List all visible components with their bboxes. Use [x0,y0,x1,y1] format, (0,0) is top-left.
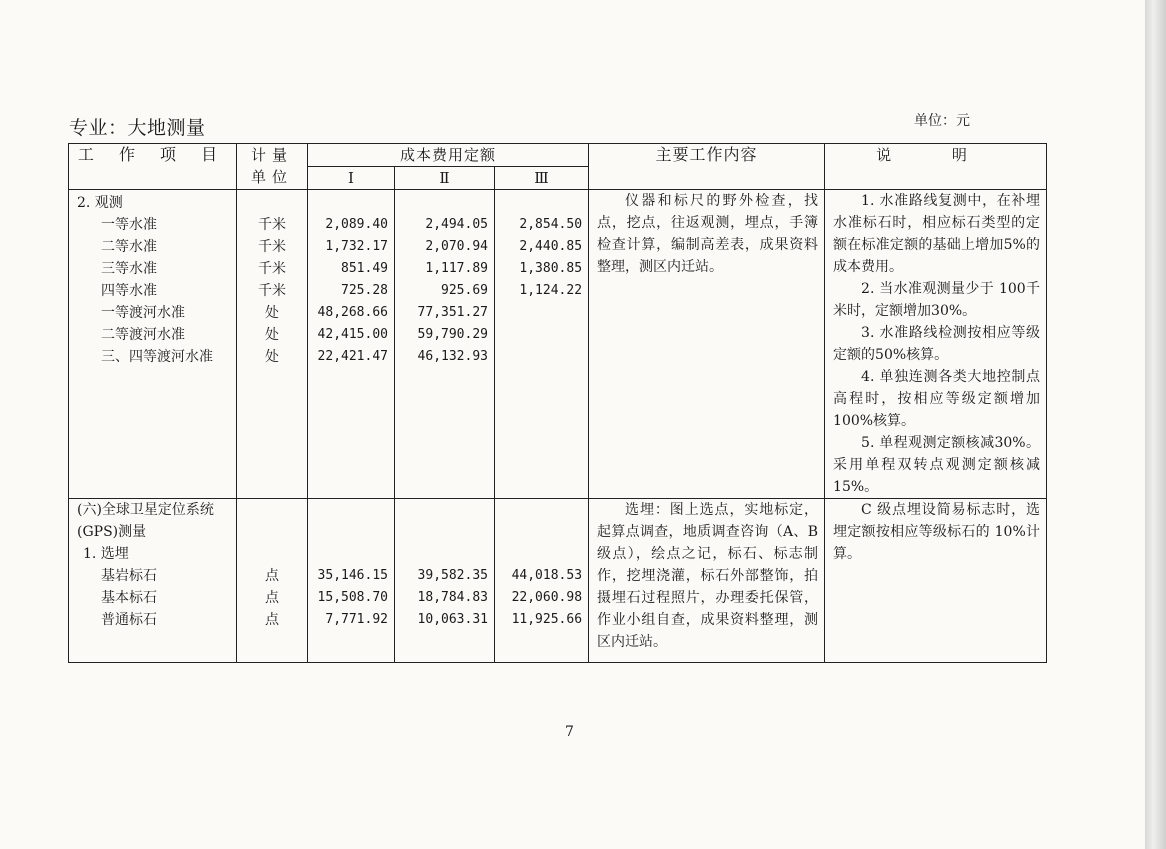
list-item: 三等水准 [101,261,157,277]
observation-grade-2 [395,190,495,499]
section-title: (GPS)测量 [77,524,147,540]
unit-value: 千米 [258,239,286,255]
cost-value: 2,089.40 [325,217,388,232]
list-item: 四等水准 [101,283,157,299]
unit-value: 千米 [258,283,286,299]
cost-value: 2,440.85 [519,239,583,254]
list-item: 基本标石 [101,590,157,606]
note-item: 4. 单独连测各类大地控制点高程时，按相应等级定额增加100%核算。 [833,369,1041,429]
observation-grade-1 [308,190,395,499]
gps-main-work: 选埋：图上选点，实地标定，起算点调查，地质调查咨询（A、B级点），绘点之记，标石、标志制作，挖埋浇灌，标石外部整饰，拍摄埋石过程照片，办理委托保管，作业小组自查，成果资料整理，测区内迁站。 [589,499,825,663]
unit-value: 处 [265,349,279,365]
header-cost-quota: 成本费用定额 [308,144,589,167]
note-item: 3. 水准路线检测按相应等级定额的50%核算。 [833,325,1041,363]
unit-value: 千米 [258,261,286,277]
header-unit: 计量 单位 [237,144,308,190]
section-gps-row [69,499,1047,663]
cost-value: 48,268.66 [317,305,388,320]
header-work-item: 工 作 项 目 [69,144,237,190]
section-observation-row [69,190,1047,499]
cost-value: 77,351.27 [417,305,488,320]
cost-value: 35,146.15 [317,568,388,583]
list-item: 三、四等渡河水准 [101,349,213,365]
observation-notes [825,190,1047,499]
cost-value: 11,925.66 [511,612,583,627]
header-grade-2: Ⅱ [395,167,495,190]
list-item: 二等渡河水准 [101,327,185,343]
cost-value: 15,508.70 [317,590,388,605]
header-main-work: 主要工作内容 [589,144,825,190]
gps-notes [825,499,1047,663]
section-subtitle: 1. 选埋 [83,546,129,562]
cost-quota-table [68,143,1047,663]
list-item: 普通标石 [101,612,157,628]
cost-value: 46,132.93 [417,349,488,364]
list-item: 一等水准 [101,217,157,233]
cost-value: 925.69 [441,283,488,298]
gps-grade-2 [395,499,495,663]
unit-value: 处 [265,305,279,321]
cost-value: 59,790.29 [417,327,488,342]
note-item: 1. 水准路线复测中，在补埋水准标石时，相应标石类型的定额在标准定额的基础上增加5%的成本费用。 [833,193,1041,275]
cost-value: 2,854.50 [519,217,583,232]
unit-note: 单位：元 [914,113,970,129]
list-item: 基岩标石 [101,568,157,584]
observation-grade-3 [495,190,589,499]
cost-value: 725.28 [341,283,388,298]
section-title: (六)全球卫星定位系统 [77,502,214,518]
observation-items [69,190,237,499]
cost-value: 1,732.17 [325,239,388,254]
cost-value: 1,380.85 [519,261,583,276]
note-item: 5. 单程观测定额核减30%。采用单程双转点观测定额核减15%。 [833,435,1041,495]
gps-grade-1 [308,499,395,663]
list-item: 二等水准 [101,239,157,255]
cost-value: 7,771.92 [325,612,388,627]
unit-value: 处 [265,327,279,343]
cost-value: 2,494.05 [425,217,488,232]
list-item: 一等渡河水准 [101,305,185,321]
unit-value: 点 [265,590,279,606]
unit-value: 点 [265,612,279,628]
header-description: 说 明 [825,144,1047,190]
table-header-row [69,144,1047,167]
observation-main-work: 仪器和标尺的野外检查，找点，挖点，往返观测，埋点，手簿检查计算，编制高差表，成果资料整理，测区内迁站。 [589,190,825,499]
cost-value: 22,421.47 [317,349,388,364]
cost-value: 42,415.00 [317,327,388,342]
gps-items [69,499,237,663]
cost-value: 18,784.83 [417,590,488,605]
page-number: 7 [565,724,574,740]
cost-value: 1,124.22 [519,283,583,298]
note-item: 2. 当水准观测量少于 100千米时，定额增加30%。 [833,281,1041,319]
section-title: 2. 观测 [77,195,123,211]
gps-grade-3 [495,499,589,663]
page-binding-edge [1145,0,1166,849]
observation-units [237,190,308,499]
cost-value: 1,117.89 [425,261,488,276]
cost-value: 22,060.98 [511,590,583,605]
unit-value: 点 [265,568,279,584]
header-grade-3: Ⅲ [495,167,589,190]
cost-value: 10,063.31 [417,612,488,627]
header-grade-1: Ⅰ [308,167,395,190]
unit-value: 千米 [258,217,286,233]
cost-value: 44,018.53 [511,568,583,583]
specialty-title: 专业：大地测量 [69,117,206,139]
cost-value: 39,582.35 [417,568,488,583]
cost-value: 2,070.94 [425,239,488,254]
gps-units [237,499,308,663]
note-item: C 级点埋设简易标志时，选埋定额按相应等级标石的 10%计算。 [833,502,1041,562]
cost-value: 851.49 [341,261,388,276]
